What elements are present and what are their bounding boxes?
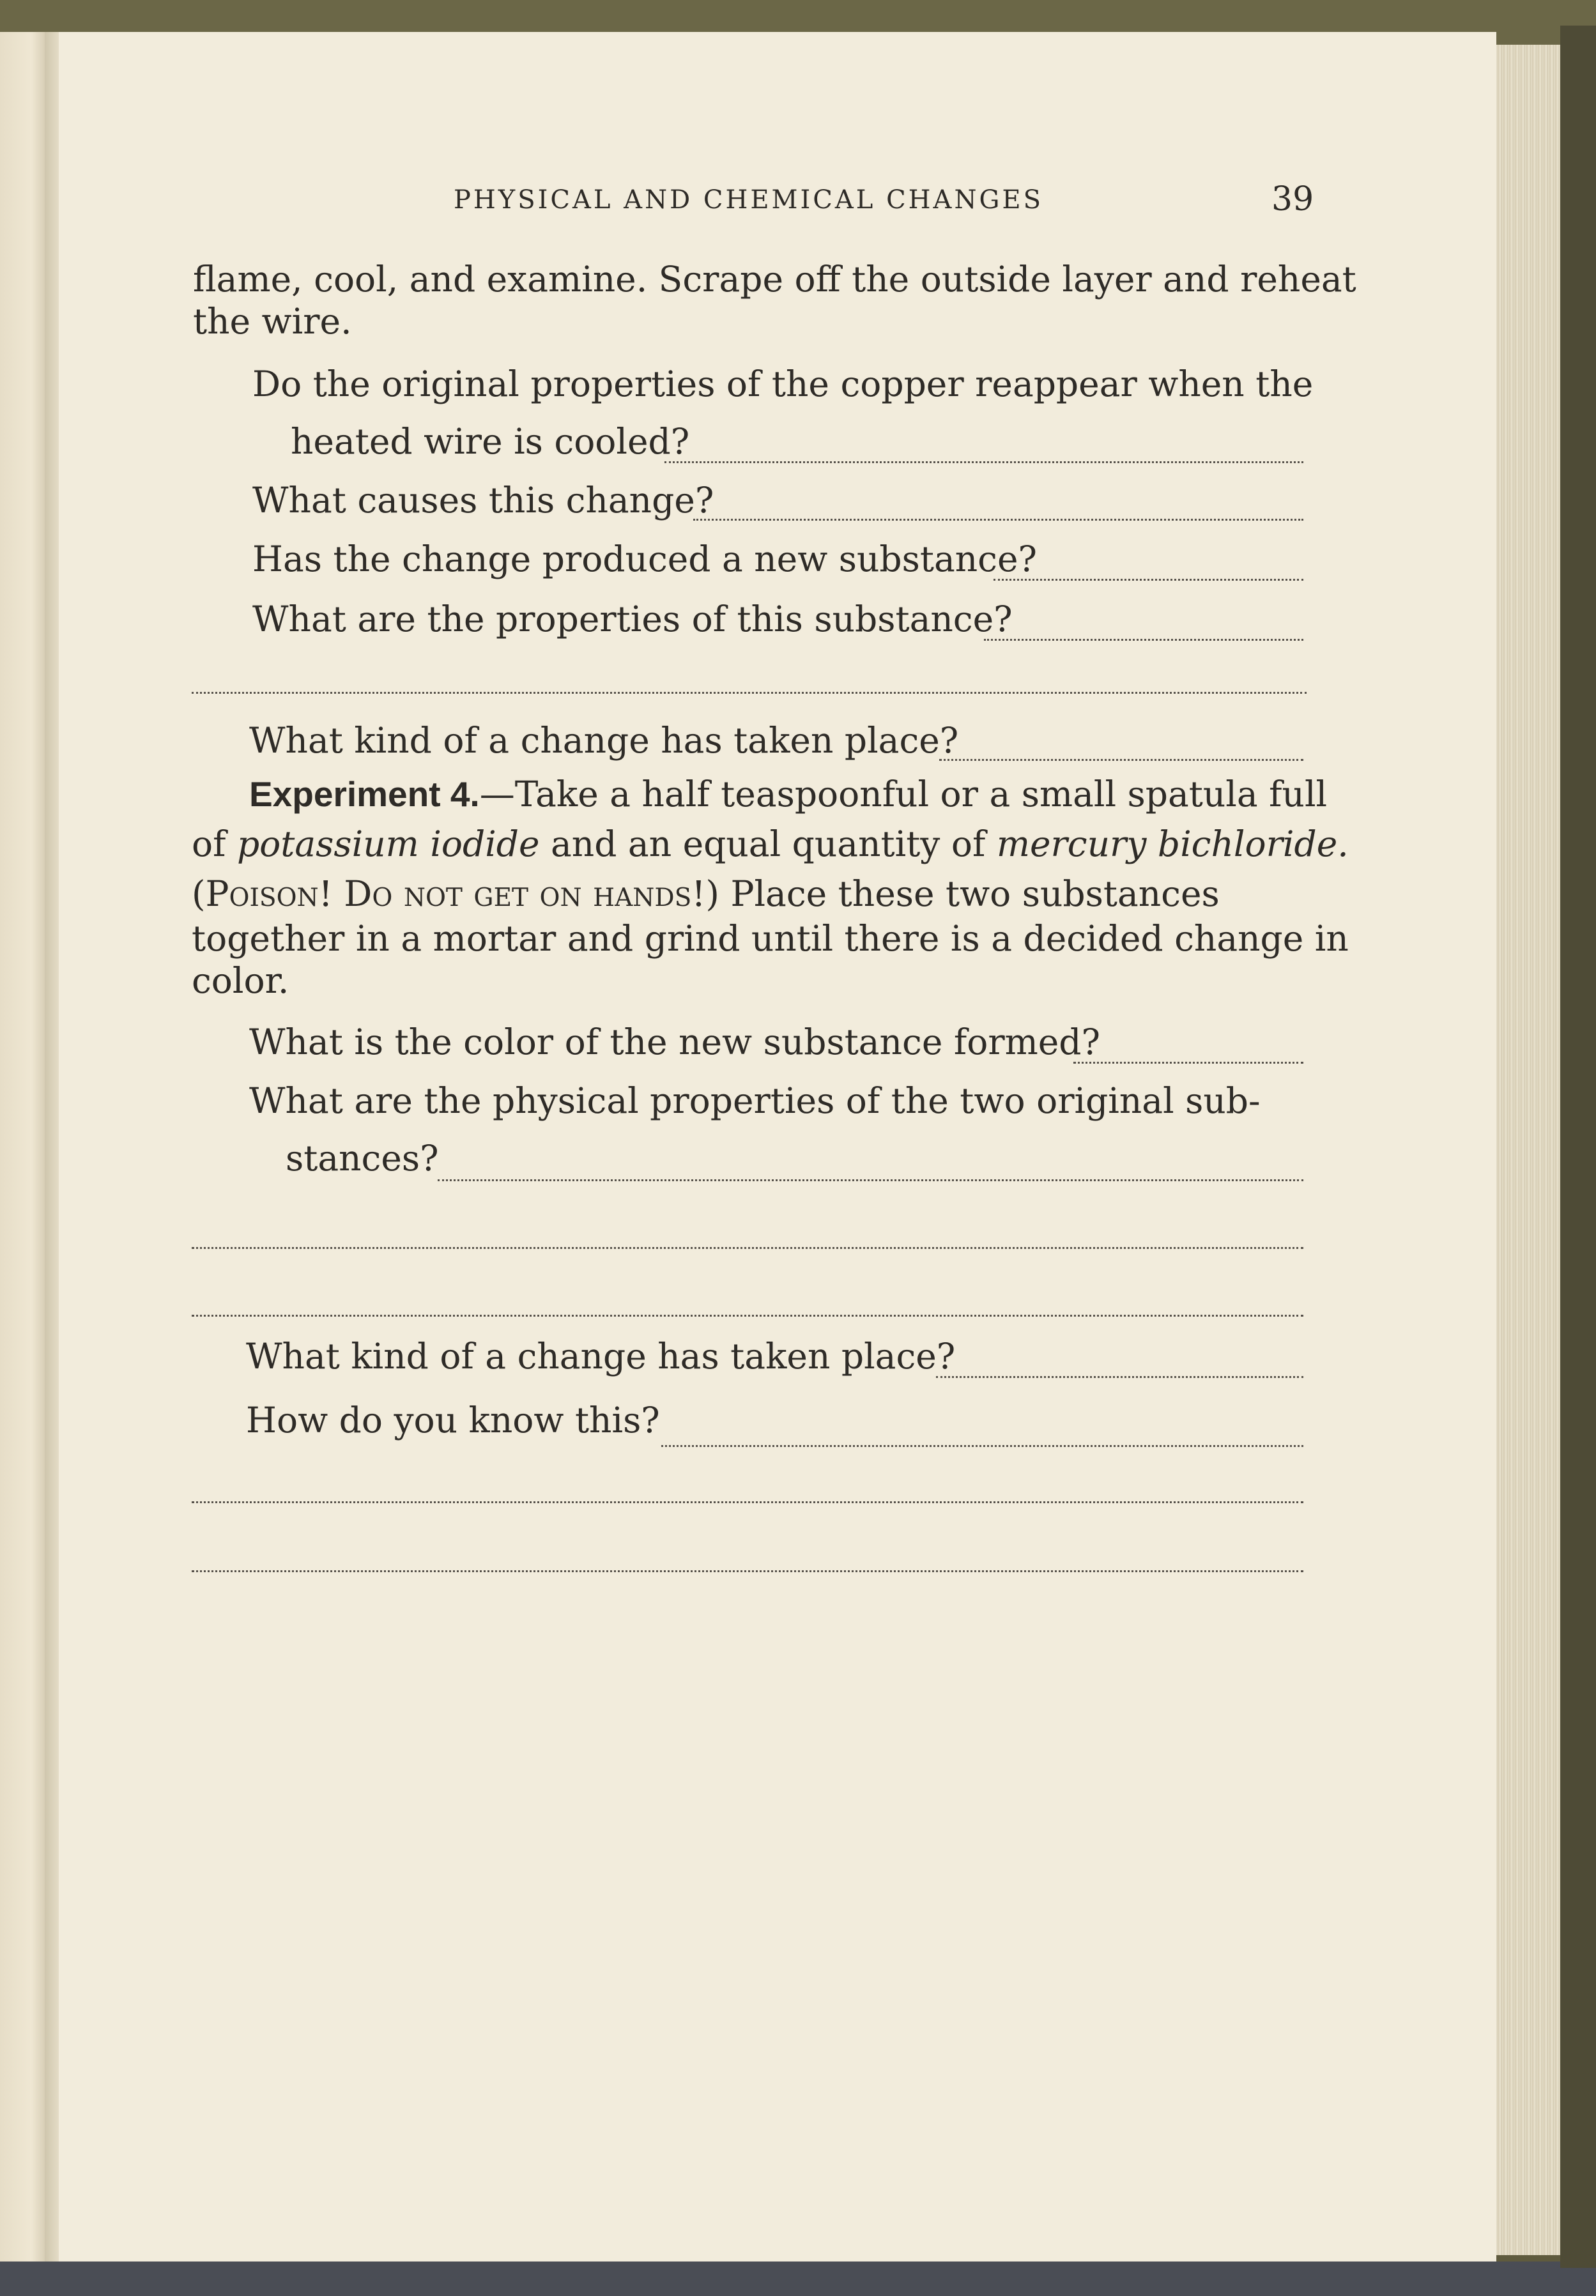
experiment-line: [192, 873, 1220, 915]
experiment-label: Experiment 4.: [249, 774, 480, 814]
running-header: PHYSICAL AND CHEMICAL CHANGES: [454, 185, 1043, 215]
answer-line[interactable]: [192, 1501, 1303, 1503]
question-line: What are the properties of this substance?: [252, 599, 1013, 639]
answer-line[interactable]: [661, 1445, 1303, 1447]
experiment-text: and an equal quantity of: [539, 823, 997, 864]
experiment-text: !) Place these two substances: [691, 873, 1220, 914]
chemical-name: potassium iodide: [236, 823, 540, 864]
answer-line[interactable]: [939, 759, 1303, 761]
experiment-text: —Take a half teaspoonful or a small spatula full: [479, 774, 1328, 815]
question-line: How do you know this?: [246, 1400, 660, 1441]
answer-line[interactable]: [664, 461, 1303, 463]
question-line: What causes this change?: [252, 480, 714, 521]
experiment-line: [192, 823, 1349, 865]
question-line: What are the physical properties of the two original sub-: [249, 1080, 1261, 1121]
answer-line[interactable]: [1073, 1062, 1303, 1064]
question-line: stances?: [286, 1138, 439, 1179]
experiment-line: together in a mortar and grind until there is a decided change in: [192, 918, 1349, 959]
question-line: Do the original properties of the copper reappear when the: [252, 364, 1314, 404]
page-number: 39: [1271, 180, 1314, 218]
answer-line[interactable]: [438, 1179, 1303, 1181]
chemical-name: mercury bichloride.: [996, 823, 1349, 864]
experiment-line: color.: [192, 960, 289, 1001]
body-line: flame, cool, and examine. Scrape off the outside layer and reheat: [193, 259, 1356, 300]
answer-line[interactable]: [192, 1247, 1303, 1249]
answer-line[interactable]: [192, 692, 1307, 694]
body-line: the wire.: [193, 301, 352, 342]
experiment-text: (: [192, 873, 206, 914]
question-line: What is the color of the new substance formed?: [249, 1022, 1101, 1062]
answer-line[interactable]: [192, 1315, 1303, 1317]
answer-line[interactable]: [994, 579, 1303, 581]
answer-line[interactable]: [192, 1570, 1303, 1572]
experiment-text: of: [192, 823, 237, 864]
question-line: heated wire is cooled?: [291, 421, 690, 462]
question-line: What kind of a change has taken place?: [249, 720, 959, 761]
answer-line[interactable]: [936, 1376, 1303, 1378]
warning-text: Do not get on hands: [344, 873, 692, 914]
warning-text: Poison: [205, 873, 319, 914]
question-line: What kind of a change has taken place?: [246, 1336, 956, 1377]
experiment-line: [249, 773, 1327, 815]
answer-line[interactable]: [984, 639, 1303, 641]
experiment-text: !: [318, 873, 344, 914]
question-line: Has the change produced a new substance?: [252, 539, 1038, 579]
answer-line[interactable]: [693, 519, 1303, 521]
